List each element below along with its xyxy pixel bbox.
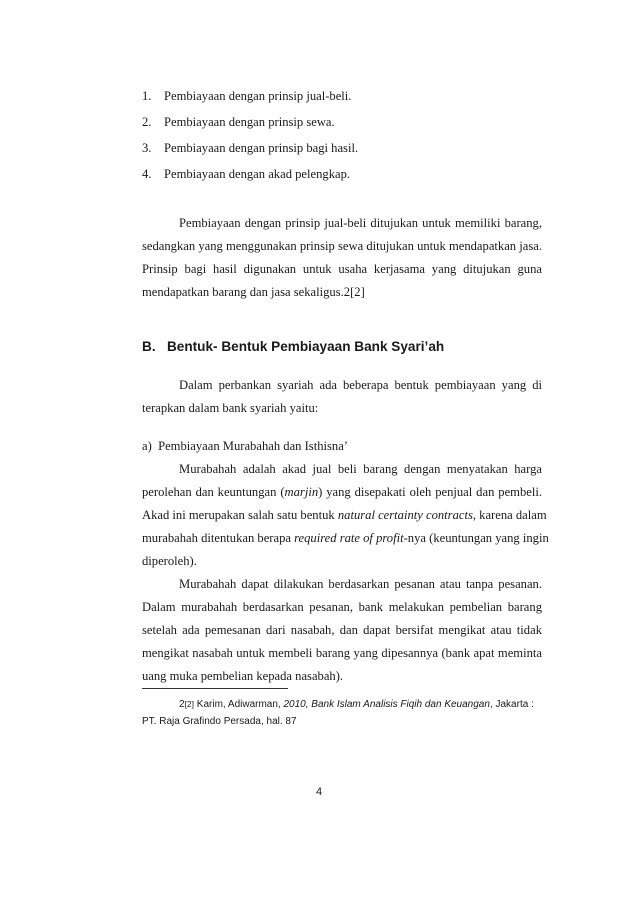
paragraph-line: Dalam perbankan syariah ada beberapa bentuk pembiayaan yang di [179,378,542,392]
section-label: B. [142,339,156,354]
list-text: Pembiayaan dengan prinsip jual-beli. [164,89,352,103]
list-item [142,166,350,182]
paragraph-line: diperoleh). [142,554,197,568]
section-title: Bentuk- Bentuk Pembiayaan Bank Syari’ah [166,339,445,354]
paragraph-line: Dalam murabahah berdasarkan pesanan, bank melakukan pembelian barang [142,600,542,614]
list-text: Pembiayaan dengan akad pelengkap. [164,167,351,181]
paragraph-line: uang muka pembelian kepada nasabah). [142,669,344,683]
paragraph-line: terapkan dalam bank syariah yaitu: [142,401,319,415]
list-text: Pembiayaan dengan prinsip sewa. [164,115,335,129]
list-number: 3. [142,141,152,155]
paragraph-line: murabahah ditentukan berapa required rate of profit-nya (keuntungan yang ingin [142,531,549,545]
paragraph-line: perolehan dan keuntungan (marjin) yang disepakati oleh penjual dan pembeli. [142,485,542,499]
list-item [142,88,351,104]
footnote-divider [142,688,288,689]
list-item [142,140,358,156]
footnote-continuation: PT. Raja Grafindo Persada, hal. 87 [142,716,297,727]
paragraph-line: mendapatkan barang dan jasa sekaligus.2[2] [142,285,365,299]
subsection-heading: a) Pembiayaan Murabahah dan Isthisna’ [142,439,348,453]
list-number: 1. [142,89,152,103]
list-text: Pembiayaan dengan prinsip bagi hasil. [164,141,359,155]
page-number: 4 [315,786,323,798]
paragraph-line: Akad ini merupakan salah satu bentuk natural certainty contracts, karena dalam [142,508,547,522]
footnote: 2[2] Karim, Adiwarman, 2010, Bank Islam Analisis Fiqih dan Keuangan, Jakarta : [179,699,534,710]
paragraph-line: mengikat nasabah untuk membeli barang yang dipesannya (bank apat meminta [142,646,542,660]
paragraph-line: setelah ada pemesanan dari nasabah, dan dapat bersifat mengikat atau tidak [142,623,542,637]
paragraph-line: Murabahah adalah akad jual beli barang dengan menyatakan harga [179,462,542,476]
list-item [142,114,335,130]
paragraph-line: Pembiayaan dengan prinsip jual-beli ditujukan untuk memiliki barang, [179,216,542,230]
list-number: 4. [142,167,152,181]
paragraph-line: Prinsip bagi hasil digunakan untuk usaha kerjasama yang ditujukan guna [142,262,542,276]
paragraph-line: Murabahah dapat dilakukan berdasarkan pesanan atau tanpa pesanan. [179,577,542,591]
list-number: 2. [142,115,152,129]
section-heading [142,339,444,354]
paragraph-line: sedangkan yang menggunakan prinsip sewa ditujukan untuk mendapatkan jasa. [142,239,542,253]
